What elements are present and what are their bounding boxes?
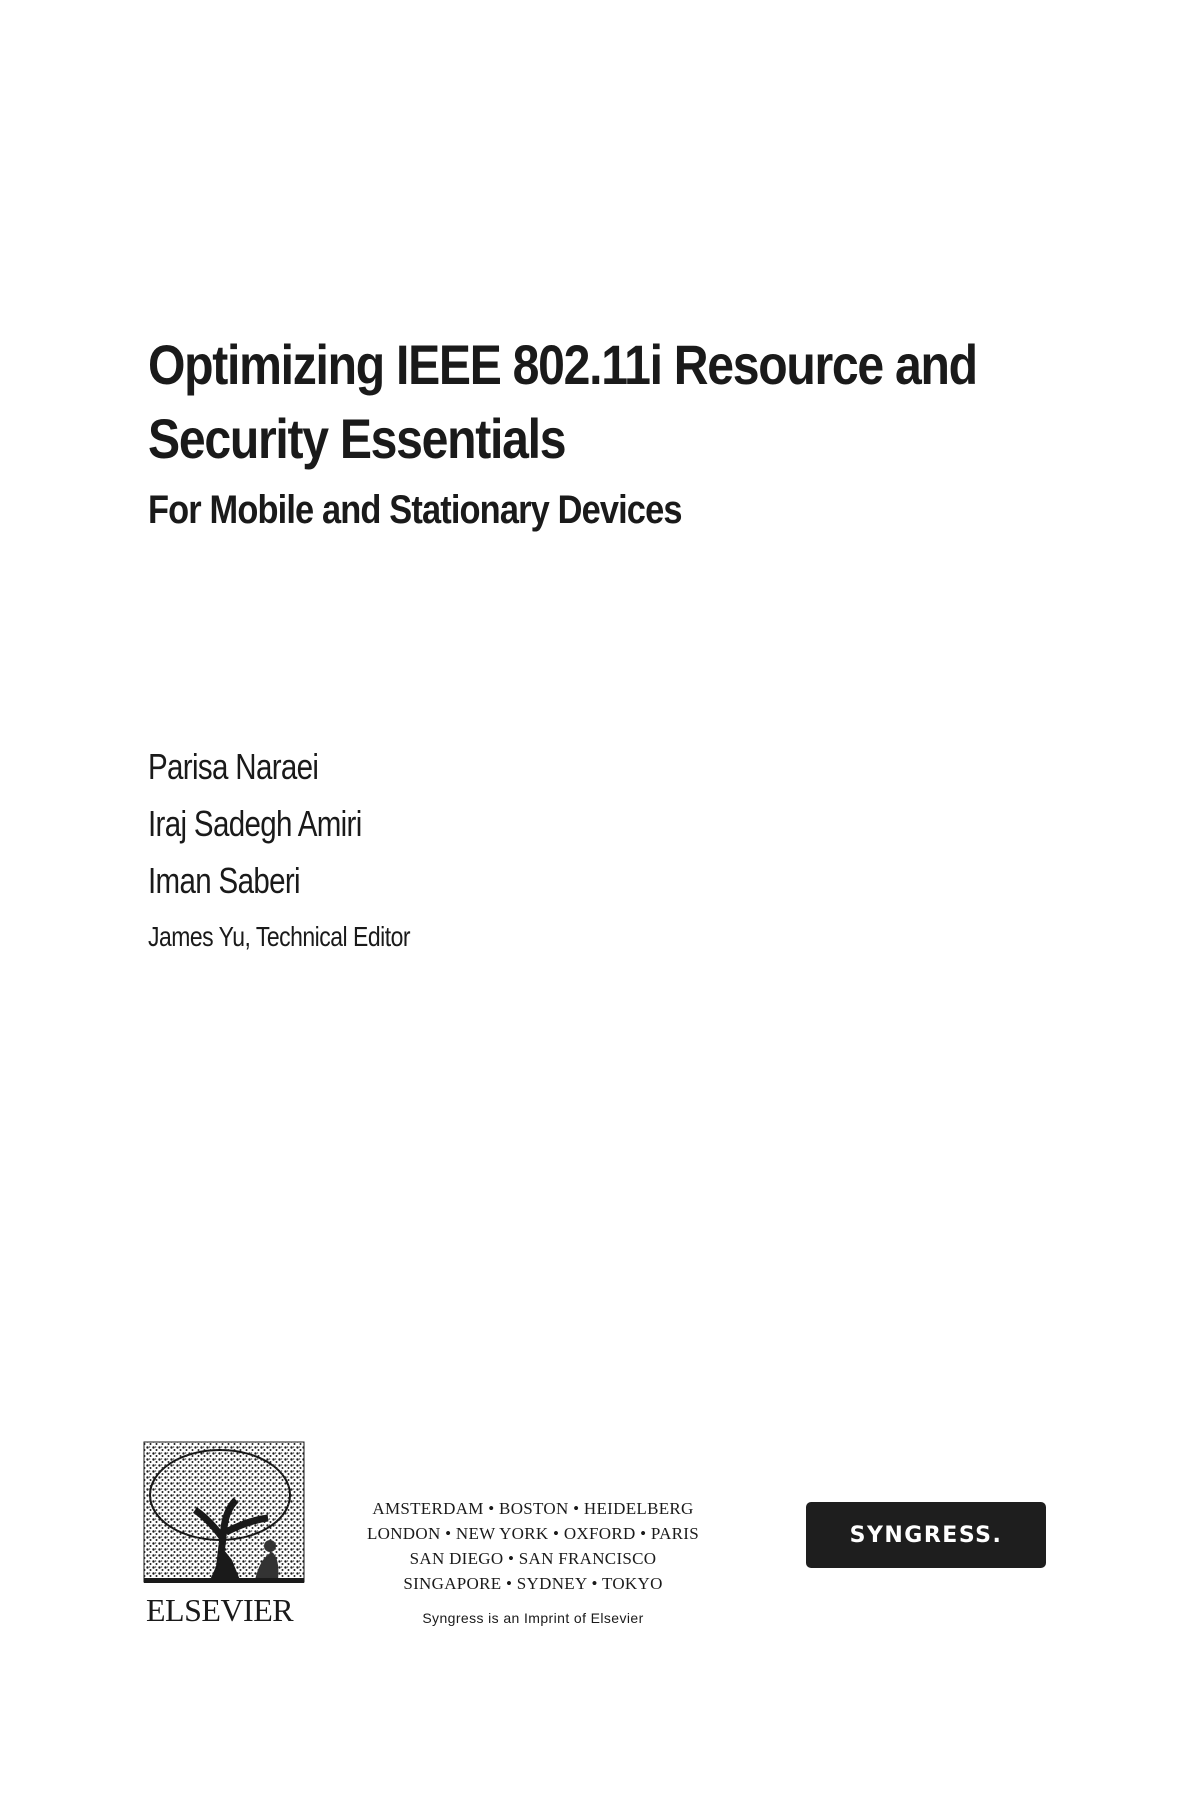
syngress-wordmark: SYNGRESS. <box>849 1522 1003 1548</box>
syngress-logo-icon <box>806 1502 1046 1568</box>
imprint-note: Syngress is an Imprint of Elsevier <box>422 1610 644 1626</box>
publisher-cities <box>338 1496 728 1596</box>
cities-line: AMSTERDAM • BOSTON • HEIDELBERG <box>372 1499 694 1518</box>
cities-line: LONDON • NEW YORK • OXFORD • PARIS <box>366 1524 700 1543</box>
author-name: Parisa Naraei <box>148 746 319 787</box>
cities-line: SAN DIEGO • SAN FRANCISCO <box>409 1549 657 1568</box>
author-name: Iraj Sadegh Amiri <box>148 803 362 844</box>
author-list <box>148 738 468 959</box>
elsevier-wordmark: ELSEVIER <box>146 1592 294 1628</box>
publisher-block <box>140 1440 1060 1640</box>
book-subtitle: For Mobile and Stationary Devices <box>148 488 682 532</box>
title-block <box>148 328 1108 538</box>
author-name: Iman Saberi <box>148 860 300 901</box>
cities-line: SINGAPORE • SYDNEY • TOKYO <box>403 1574 663 1593</box>
technical-editor: James Yu, Technical Editor <box>148 921 411 952</box>
book-title-line-2: Security Essentials <box>148 407 566 470</box>
book-title-line-1: Optimizing IEEE 802.11i Resource and <box>148 333 977 396</box>
elsevier-tree-logo-icon <box>140 1440 315 1630</box>
